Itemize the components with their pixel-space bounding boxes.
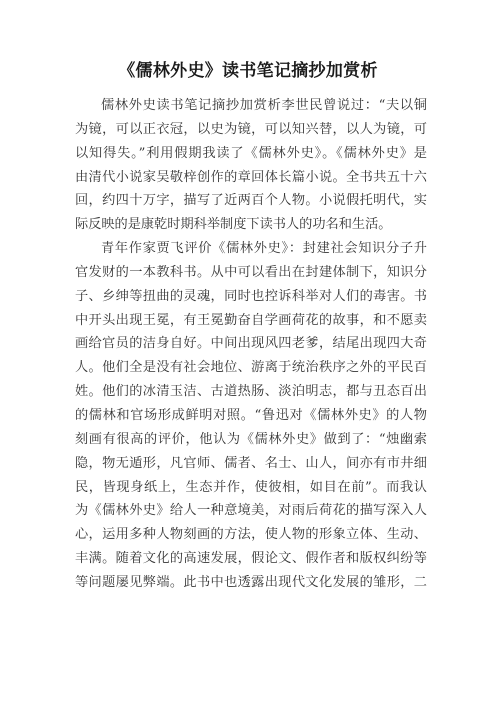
document-body: [75, 94, 427, 595]
text-line: 画给官员的洁身自好。中间出现风四老爹，结尾出现四大奇: [75, 336, 427, 352]
text-line: 姓。他们的冰清玉洁、古道热肠、淡泊明志，都与丑态百出: [75, 384, 427, 400]
text-line: 儒林外史读书笔记摘抄加赏析李世民曾说过：“夫以铜: [101, 98, 427, 113]
text-line: 以知得失。”利用假期我读了《儒林外史》。《儒林外史》是: [75, 145, 427, 161]
text-line: 为《儒林外史》给人一种意境美，对雨后荷花的描写深入人: [75, 503, 427, 519]
document-title: 《儒林外史》读书笔记摘抄加赏析: [118, 61, 378, 81]
text-line: 刻画有很高的评价，他认为《儒林外史》做到了：“烛幽索: [75, 431, 427, 447]
text-line: 官发财的一本教科书。从中可以看出在封建体制下，知识分: [75, 264, 427, 280]
text-line: 中开头出现王冕，有王冕勤奋自学画荷花的故事，和不愿卖: [75, 312, 427, 328]
text-line: 隐，物无遁形，凡官师、儒者、名士、山人，间亦有市井细: [75, 455, 427, 471]
text-line: 等问题屡见弊端。此书中也透露出现代文化发展的雏形，二: [75, 574, 427, 590]
text-line: 际反映的是康乾时期科举制度下读书人的功名和生活。: [75, 217, 392, 233]
text-line: 的儒林和官场形成鲜明对照。“鲁迅对《儒林外史》的人物: [75, 407, 427, 423]
text-line: 人。他们全是没有社会地位、游离于统治秩序之外的平民百: [75, 360, 427, 376]
text-line: 由清代小说家吴敬梓创作的章回体长篇小说。全书共五十六: [75, 169, 427, 185]
text-line: 青年作家贾飞评价《儒林外史》：封建社会知识分子升: [101, 241, 427, 257]
text-line: 丰满。随着文化的高速发展，假论文、假作者和版权纠纷等: [75, 551, 427, 567]
text-line: 为镜，可以正衣冠，以史为镜，可以知兴替，以人为镜，可: [75, 121, 427, 137]
text-line: 子、乡绅等扭曲的灵魂，同时也控诉科举对人们的毒害。书: [75, 288, 427, 304]
text-line: 民，皆现身纸上，生态并作，使彼相，如目在前”。而我认: [75, 479, 427, 495]
text-line: 回，约四十万字，描写了近两百个人物。小说假托明代，实: [75, 193, 427, 209]
text-line: 心，运用多种人物刻画的方法，使人物的形象立体、生动、: [75, 527, 427, 543]
